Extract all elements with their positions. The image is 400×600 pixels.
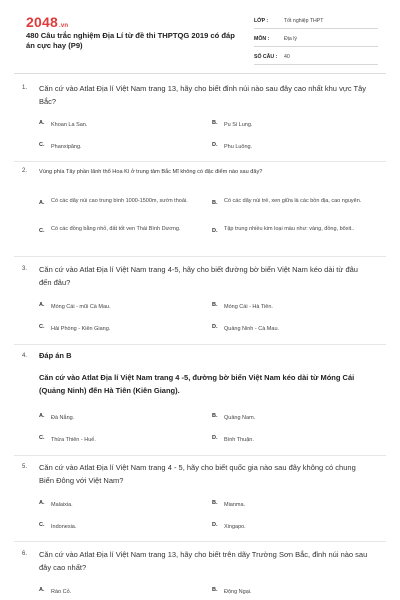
question-6	[22, 548, 378, 600]
option-key: D.	[212, 228, 218, 234]
option-text: Hải Phòng - Kiên Giang.	[51, 326, 111, 332]
option-text: Phu Luông.	[224, 144, 253, 150]
question-5	[22, 461, 378, 541]
option-key: B.	[212, 500, 218, 506]
option-text: Đà Nẵng.	[51, 415, 75, 421]
option-text: Có các dãy núi trẻ, xen giữa là các bồn địa, cao nguyên.	[224, 198, 362, 204]
meta-row-socau	[254, 52, 378, 65]
option-text: Khoan La San.	[51, 122, 88, 128]
option-key: C.	[39, 142, 45, 148]
meta-key-mon: MÔN :	[254, 36, 270, 42]
logo-suffix: .vn	[58, 23, 69, 29]
meta-key-socau: SỐ CÂU :	[254, 54, 278, 60]
meta-row-mon	[254, 34, 378, 47]
option-text: Pu Si Lung.	[224, 122, 253, 128]
option-text: Có các đồng bằng nhỏ, đất tốt ven Thái Bình Dương.	[51, 226, 181, 232]
logo-text: 2048	[26, 14, 58, 30]
option-text: Động Ngại.	[224, 589, 252, 595]
question-3	[22, 263, 378, 343]
meta-val-mon: Địa lý	[284, 36, 297, 42]
option-text: Móng Cái - mũi Cà Mau.	[51, 304, 111, 310]
question-divider	[14, 344, 386, 345]
question-1	[22, 82, 378, 160]
option-key: A.	[39, 120, 45, 126]
page-title: 480 Câu trắc nghiệm Địa Lí từ đề thi THPTQG 2019 có đáp án cực hay (P9)	[26, 31, 235, 50]
option-text: Xingapo.	[224, 524, 246, 530]
header	[0, 0, 400, 78]
option-text: Malaixia.	[51, 502, 73, 508]
question-text: Căn cứ vào Atlat Địa lí Việt Nam trang 4 - 5, hãy cho biết quốc gia nào sau đây không có chung Biển Đông với Việt Nam?	[39, 463, 356, 485]
meta-row-lop	[254, 16, 378, 29]
option-key: D.	[212, 324, 218, 330]
question-number: 5.	[22, 464, 28, 470]
option-text: Mianma.	[224, 502, 246, 508]
option-text: Rào Cỏ.	[51, 589, 72, 595]
option-text: Indonesia.	[51, 524, 77, 530]
option-key: B.	[212, 587, 218, 593]
option-key: D.	[212, 142, 218, 148]
question-divider	[14, 161, 386, 162]
option-key: D.	[212, 522, 218, 528]
option-key: A.	[39, 302, 45, 308]
question-divider	[14, 256, 386, 257]
question-2	[22, 168, 378, 252]
question-number: 6.	[22, 551, 28, 557]
question-number: 1.	[22, 85, 28, 91]
option-text: Quảng Ninh - Cà Mau.	[224, 326, 280, 332]
option-key: A.	[39, 587, 45, 593]
option-key: A.	[39, 200, 45, 206]
option-text: Thừa Thiên - Huế.	[51, 437, 96, 443]
question-text: Căn cứ vào Atlat Địa lí Việt Nam trang 13, hãy cho biết đỉnh núi nào sau đây cao nhất khu vực Tây Bắc?	[39, 84, 367, 106]
meta-key-lop: LỚP :	[254, 18, 269, 24]
meta-panel	[254, 16, 378, 70]
answer-label: Đáp án B	[39, 351, 72, 360]
option-text: Quảng Nam.	[224, 415, 256, 421]
question-text: Căn cứ vào Atlat Địa lí Việt Nam trang 13, hãy cho biết trên dãy Trường Sơn Bắc, đỉnh núi nào sau đây cao nhất?	[39, 550, 368, 572]
option-key: C.	[39, 522, 45, 528]
meta-val-socau: 40	[284, 54, 290, 60]
option-key: B.	[212, 302, 218, 308]
option-key: C.	[39, 228, 45, 234]
question-number: 3.	[22, 266, 28, 272]
option-key: C.	[39, 435, 45, 441]
question-number: 4.	[22, 353, 28, 359]
option-text: Tập trung nhiều kim loại màu như: vàng, đồng, bôxit..	[224, 226, 355, 232]
option-text: Móng Cái - Hà Tiên.	[224, 304, 273, 310]
question-text: Căn cứ vào Atlat Địa lí Việt Nam trang 4-5, hãy cho biết đường bờ biển Việt Nam kéo dài từ đâu đến đâu?	[39, 265, 358, 287]
question-divider	[14, 541, 386, 542]
question-number: 2.	[22, 168, 28, 174]
question-divider	[14, 455, 386, 456]
option-text: Có các dãy núi cao trung bình 1000-1500m, sườn thoải.	[51, 198, 188, 204]
header-divider	[14, 73, 386, 74]
option-key: B.	[212, 413, 218, 419]
question-text: Vùng phía Tây phần lãnh thổ Hoa Kì ở trung tâm Bắc Mĩ không có đặc điểm nào sau đây?	[39, 169, 263, 175]
meta-val-lop: Tốt nghiệp THPT	[284, 18, 324, 24]
question-4	[22, 351, 378, 455]
option-key: C.	[39, 324, 45, 330]
option-text: Phanxipăng.	[51, 144, 82, 150]
option-key: B.	[212, 120, 218, 126]
site-logo[interactable]	[26, 14, 68, 30]
option-key: D.	[212, 435, 218, 441]
answer-explanation: Căn cứ vào Atlat Địa lí Việt Nam trang 4 -5, đường bờ biển Việt Nam kéo dài từ Móng Cái (Quảng Ninh) đến Hà Tiên (Kiên Giang).	[39, 373, 355, 395]
option-key: A.	[39, 413, 45, 419]
option-key: A.	[39, 500, 45, 506]
option-text: Bình Thuận.	[224, 437, 254, 443]
option-key: B.	[212, 200, 218, 206]
